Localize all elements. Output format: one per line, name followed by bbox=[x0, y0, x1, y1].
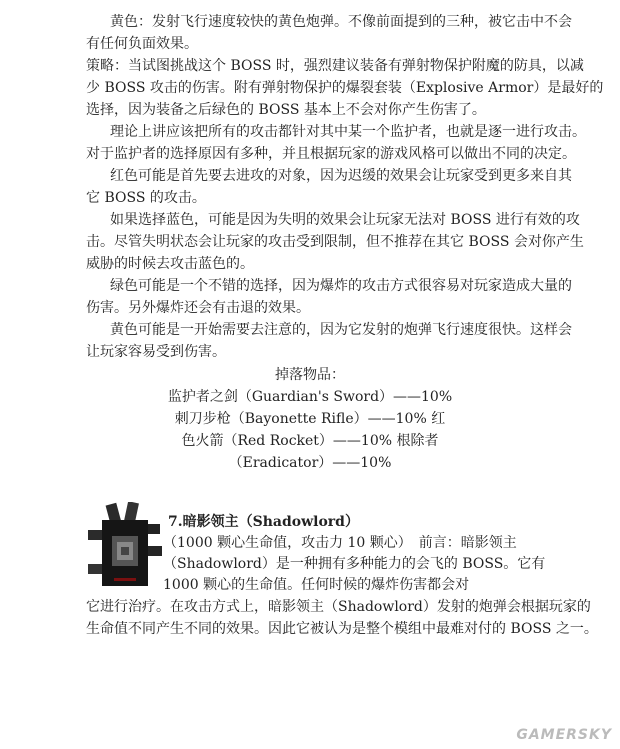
text-line: （1000 颗心生命值，攻击力 10 颗心） 前言：暗影领主 bbox=[163, 535, 517, 551]
text-line: 让玩家容易受到伤害。 bbox=[86, 344, 226, 360]
text-line: （Shadowlord）是一种拥有多种能力的会飞的 BOSS。它有 bbox=[163, 556, 546, 572]
text-line: 如果选择蓝色，可能是因为失明的效果会让玩家无法对 BOSS 进行有效的攻 bbox=[110, 212, 580, 228]
text-line: 绿色可能是一个不错的选择，因为爆炸的攻击方式很容易对玩家造成大量的 bbox=[110, 278, 572, 294]
drops-heading: 掉落物品： bbox=[275, 367, 345, 383]
text-line: 有任何负面效果。 bbox=[86, 36, 198, 52]
text-line: 它进行治疗。在攻击方式上，暗影领主（Shadowlord）发射的炮弹会根据玩家的 bbox=[86, 599, 591, 615]
text-line: 击。尽管失明状态会让玩家的攻击受到限制，但不推荐在其它 BOSS 会对你产生 bbox=[86, 234, 584, 250]
text-line: 对于监护者的选择原因有多种，并且根据玩家的游戏风格可以做出不同的决定。 bbox=[86, 146, 576, 162]
text-line: 它 BOSS 的攻击。 bbox=[86, 190, 206, 206]
text-line: 1000 颗心的生命值。任何时候的爆炸伤害都会对 bbox=[163, 577, 470, 593]
text-line: 选择，因为装备之后绿色的 BOSS 基本上不会对你产生伤害了。 bbox=[86, 102, 486, 118]
drop-item: 色火箭（Red Rocket）——10% 根除者 bbox=[181, 433, 439, 449]
text-line: 策略：当试图挑战这个 BOSS 时，强烈建议装备有弹射物保护附魔的防具，以减 bbox=[86, 58, 584, 74]
drop-item: 刺刀步枪（Bayonette Rifle）——10% 红 bbox=[174, 411, 446, 427]
drop-item: 监护者之剑（Guardian's Sword）——10% bbox=[167, 389, 453, 405]
text-line: 黄色：发射飞行速度较快的黄色炮弹。不像前面提到的三种，被它击中不会 bbox=[110, 14, 572, 30]
text-line: 伤害。另外爆炸还会有击退的效果。 bbox=[86, 300, 310, 316]
text-line: 红色可能是首先要去进攻的对象，因为迟缓的效果会让玩家受到更多来自其 bbox=[110, 168, 572, 184]
text-line: 理论上讲应该把所有的攻击都针对其中某一个监护者，也就是逐一进行攻击。 bbox=[110, 124, 586, 140]
text-line: 黄色可能是一开始需要去注意的，因为它发射的炮弹飞行速度很快。这样会 bbox=[110, 322, 572, 338]
shadowlord-image bbox=[86, 502, 164, 592]
text-line: 少 BOSS 攻击的伤害。附有弹射物保护的爆裂套装（Explosive Armor）是最好的 bbox=[86, 80, 604, 96]
text-line: 威胁的时候去攻击蓝色的。 bbox=[86, 256, 254, 272]
watermark-logo: GAMERSKY bbox=[516, 727, 612, 743]
text-line: 生命值不同产生不同的效果。因此它被认为是整个模组中最难对付的 BOSS 之一。 bbox=[86, 621, 598, 637]
section-title: 7.暗影领主（Shadowlord） bbox=[168, 514, 359, 530]
drop-item: （Eradicator）——10% bbox=[228, 455, 392, 471]
